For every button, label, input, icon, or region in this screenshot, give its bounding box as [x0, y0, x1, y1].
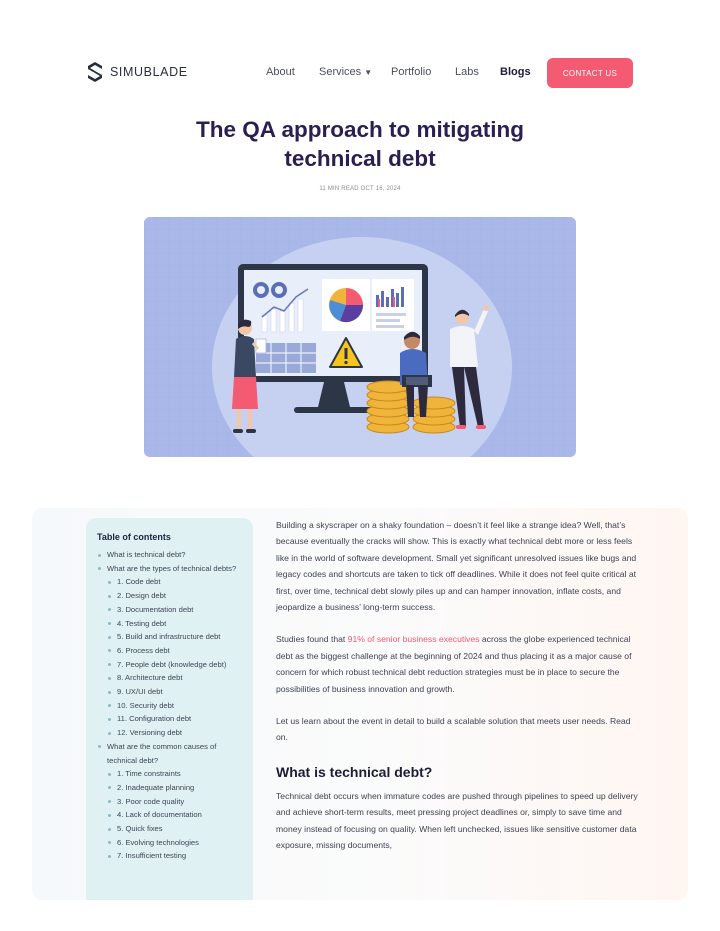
brand-logo[interactable]: [86, 61, 188, 83]
toc-item[interactable]: 5. Build and infrastructure debt: [97, 630, 243, 644]
site-header: [0, 55, 720, 91]
nav-blogs[interactable]: Blogs: [500, 66, 531, 78]
page-title: The QA approach to mitigating technical debt: [196, 117, 524, 171]
toc-item[interactable]: 1. Time constraints: [97, 767, 243, 781]
article-body: [276, 517, 638, 870]
toc-list: [97, 548, 243, 863]
table-of-contents: [86, 518, 253, 900]
article-paragraph: Technical debt occurs when immature codes are pushed through pipelines to speed up delivery and achieve short-term results, meet pressing project deadlines or, simply to save time and money instead of focusing on quality. When left unchecked, issues like sensitive customer data exposure, missing documents,: [276, 790, 638, 851]
toc-title: Table of contents: [97, 532, 171, 542]
article-paragraph: Let us learn about the event in detail to build a scalable solution that meets user needs. Read on.: [276, 716, 631, 743]
toc-item[interactable]: 2. Inadequate planning: [97, 781, 243, 795]
contact-us-button[interactable]: CONTACT US: [547, 58, 633, 88]
toc-item[interactable]: 5. Quick fixes: [97, 822, 243, 836]
article-paragraph: [276, 631, 638, 697]
nav-services[interactable]: [319, 66, 372, 78]
toc-item[interactable]: 11. Configuration debt: [97, 712, 243, 726]
nav-portfolio[interactable]: Portfolio: [391, 66, 432, 78]
article-paragraph: Building a skyscraper on a shaky foundation – doesn’t it feel like a strange idea? Well, that’s because eventually the cracks will show. This is exactly what technical debt more or less feels like in the world of software development. Small yet significant unresolved issues like bugs and legacy codes and shortcuts are taken to tick off deadlines. While it does not feel quite critical at first, over time, technical debt slowly piles up and can hamper innovation, inflate costs, and jeopardize a business’ long-term success.: [276, 520, 637, 613]
toc-item[interactable]: 6. Process debt: [97, 644, 243, 658]
post-date: OCT 16, 2024: [360, 186, 401, 192]
toc-item[interactable]: 2. Design debt: [97, 589, 243, 603]
toc-item[interactable]: 10. Security debt: [97, 699, 243, 713]
toc-item[interactable]: 7. Insufficient testing: [97, 849, 243, 863]
nav-about[interactable]: About: [266, 66, 295, 78]
toc-item[interactable]: What are the common causes of technical debt?: [97, 740, 243, 767]
section-heading: What is technical debt?: [276, 763, 433, 780]
toc-item[interactable]: What is technical debt?: [97, 548, 243, 562]
paragraph-text: across the globe experienced technical debt as the biggest challenge at the beginning of 2024 and thus placing it as a major cause of concern for which robust technical debt reduction strategies must be in place to secure the possibilities of business innovation and growth.: [276, 634, 632, 694]
brand-name: SIMUBLADE: [110, 65, 188, 79]
toc-item[interactable]: 3. Documentation debt: [97, 603, 243, 617]
nav-services-label: Services: [319, 66, 362, 78]
hero-illustration: [144, 217, 576, 457]
toc-item[interactable]: What are the types of technical debts?: [97, 562, 243, 576]
toc-item[interactable]: 8. Architecture debt: [97, 671, 243, 685]
chevron-down-icon: ▼: [364, 68, 373, 77]
read-time: 11 MIN READ: [319, 186, 359, 192]
toc-item[interactable]: 6. Evolving technologies: [97, 836, 243, 850]
paragraph-text: Studies found that: [276, 634, 348, 645]
toc-item[interactable]: 1. Code debt: [97, 575, 243, 589]
post-meta: [0, 186, 720, 192]
nav-labs[interactable]: Labs: [455, 66, 479, 78]
toc-item[interactable]: 9. UX/UI debt: [97, 685, 243, 699]
toc-item[interactable]: 7. People debt (knowledge debt): [97, 658, 243, 672]
toc-item[interactable]: 4. Lack of documentation: [97, 808, 243, 822]
statistic-link[interactable]: 91% of senior business executives: [347, 634, 480, 645]
toc-item[interactable]: 12. Versioning debt: [97, 726, 243, 740]
simublade-logo-icon: [86, 61, 104, 83]
toc-item[interactable]: 4. Testing debt: [97, 617, 243, 631]
toc-item[interactable]: 3. Poor code quality: [97, 795, 243, 809]
